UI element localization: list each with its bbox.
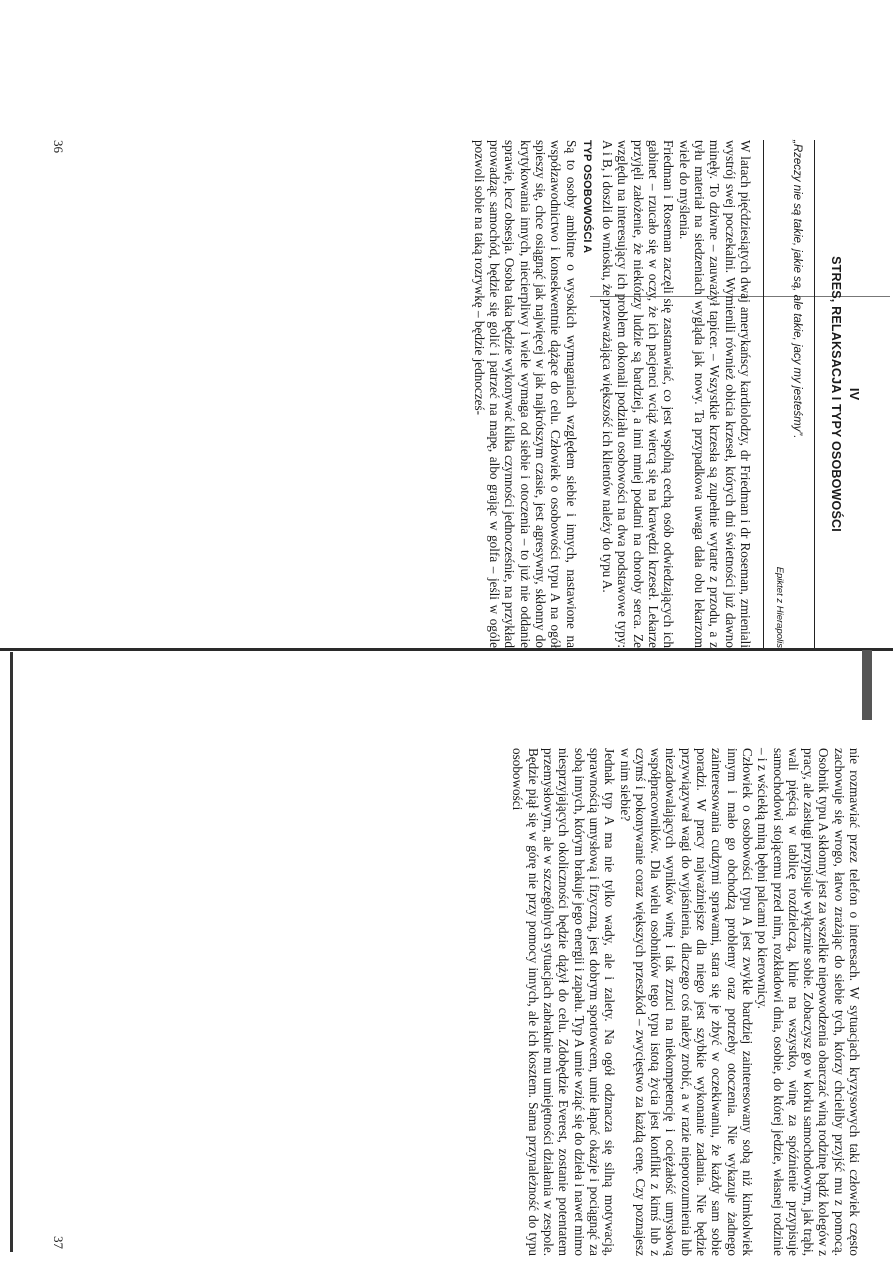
right-edge-line: [10, 652, 13, 1252]
right-page: [51, 748, 862, 1257]
page-number: 37: [51, 1236, 66, 1249]
chapter-title: STRES, RELAKSACJA I TYPY OSOBOWOŚCI: [828, 256, 843, 532]
paragraph: Człowiek o osobowości typu A jest zwykle bardziej zainteresowany sobą niż kimkolwiek innym i mało go obchodzą problemy oraz potrzeby otoczenia. Nie wykazuje żadnego zainteresowania cudzymi sprawami, stara się je zbyć w oczekiwaniu, że każdy sam sobie poradzi. W pracy najważniejsze dla niego jest szybkie wykonanie zadania. Nie będzie przywiązywał wagi do wyjaśnienia, dlaczego coś należy zrobić, a w razie nieporozumienia lub niezadowalających wyników winę i tak zrzuci na niekompetencję i ociężałość umysłową współpracowników. Dla wielu osobników tego typu istotą życia jest konflikt z kimś lub z czymś i pokonywanie coraz większych przeszkód – zwycięstwo za każdą cenę. Czy poznajesz w nim siebie?: [617, 748, 755, 1256]
epigraph-rule: [763, 140, 764, 648]
page-edge-shadow: [862, 650, 872, 720]
left-page: [51, 140, 862, 648]
paragraph: W latach pięćdziesiątych dwaj amerykańscy kardiolodzy, dr Friedman i dr Roseman, zmieniali wystrój swej poczekalni. Wymienili również obicia krzeseł, których dni świetności już dawno minęły. To dziwne – zauważył tapicer. – Wszystkie krzesła są zupełnie wytarte z przodu, a z tyłu materiał na siedzeniach wygląda jak nowy. Ta przypadkowa uwaga dała obu lekarzom wiele do myślenia.: [676, 140, 753, 648]
chapter-rule: [814, 140, 815, 648]
page-binding-line: [0, 648, 893, 651]
page-number: 36: [51, 140, 66, 153]
paragraph: nie rozmawiać przez telefon o interesach. W sytuacjach kryzysowych taki człowiek często zachowuje się wrogo, łatwo zrażając do siebie tych, którzy chcieliby przyjść mu z pomocą. Osobnik typu A skłonny jest za wszelkie niepowodzenia obarczać winą rodzinę bądź kolegów z pracy, ale zasługi przypisuje wyłącznie sobie. Zobaczysz go w korku samochodowym, jak trąbi, wali pięścią w tablicę rozdzielczą, klnie na wszystko, winę za spóźnienie przypisuje samochodowi stojącemu przed nim, rozkładowi dnia, osobie, do której jedzie, własnej rodzinie – i z wściekłą miną bębni palcami po kierownicy.: [755, 748, 862, 1256]
right-page-column: [510, 748, 862, 1256]
section-heading: TYP OSOBOWOŚCI A: [580, 140, 593, 254]
paragraph: Jednak typ A ma nie tylko wady, ale i zalety. Na ogół odznacza się silną motywacją, sprawnością umysłową i fizyczną, jest dobrym sportowcem, umie łapać okazje i pociągnąć za sobą innych, którym brakuje jego energii i zapału. Typ A umie wziąć się do dzieła i nawet mimo niesprzyjających okoliczności będzie dążył do celu. Zdobędzie Everest, zostanie potentatem przemysłowym, ale w szczególnych sytuacjach zabraknie mu umiejętności działania w zespole. Będzie piął się w górę nie przy pomocy innych, ale ich kosztem. Sama przynależność do typu osobowości: [510, 748, 618, 1257]
chapter-number: IV: [847, 387, 862, 401]
left-page-column: [471, 140, 862, 648]
paragraph: Friedman i Roseman zaczęli się zastanawiać, co jest wspólną cechą osób odwiedzających ich gabinet – rzucało się w oczy, że ich pacjenci wciąż wiercą się na krawędzi krzeseł. Lekarze przyjęli założenie, że niektórzy ludzie są bardziej, a inni mniej podatni na choroby serca. Ze względu na interesujący ich problem dokonali podziału osobowości na dwa podstawowe typy: A i B, i doszli do wniosku, że przeważająca większość ich klientów należy do typu A.: [600, 140, 677, 648]
epigraph: „Rzeczy nie są takie, jakie są, ale takie, jacy my jesteśmy”.: [791, 140, 804, 439]
paragraph: Są to osoby ambitne o wysokich wymaganiach względem siebie i innych, nastawione na współzawodnictwo i konsekwentnie dążące do celu. Człowiek o osobowości typu A na ogół spieszy się, chce osiągnąć jak najwięcej w jak najkrótszym czasie, jest agresywny, skłonny do krytykowania innych, niecierpliwy i wiele wymaga od siebie i otoczenia – to już nie oddanie sprawie, lecz obsesja. Osoba taka będzie wykonywać kilka czynności jednocześnie, na przykład prowadząc samochód, będzie się golić i patrzeć na mapę, albo grając w golfa – jeśli w ogóle pozwoli sobie na taką rozrywkę – będzie jednocześ-: [471, 140, 579, 648]
epigraph-author: Epiktet z Hierapolis: [774, 566, 786, 648]
